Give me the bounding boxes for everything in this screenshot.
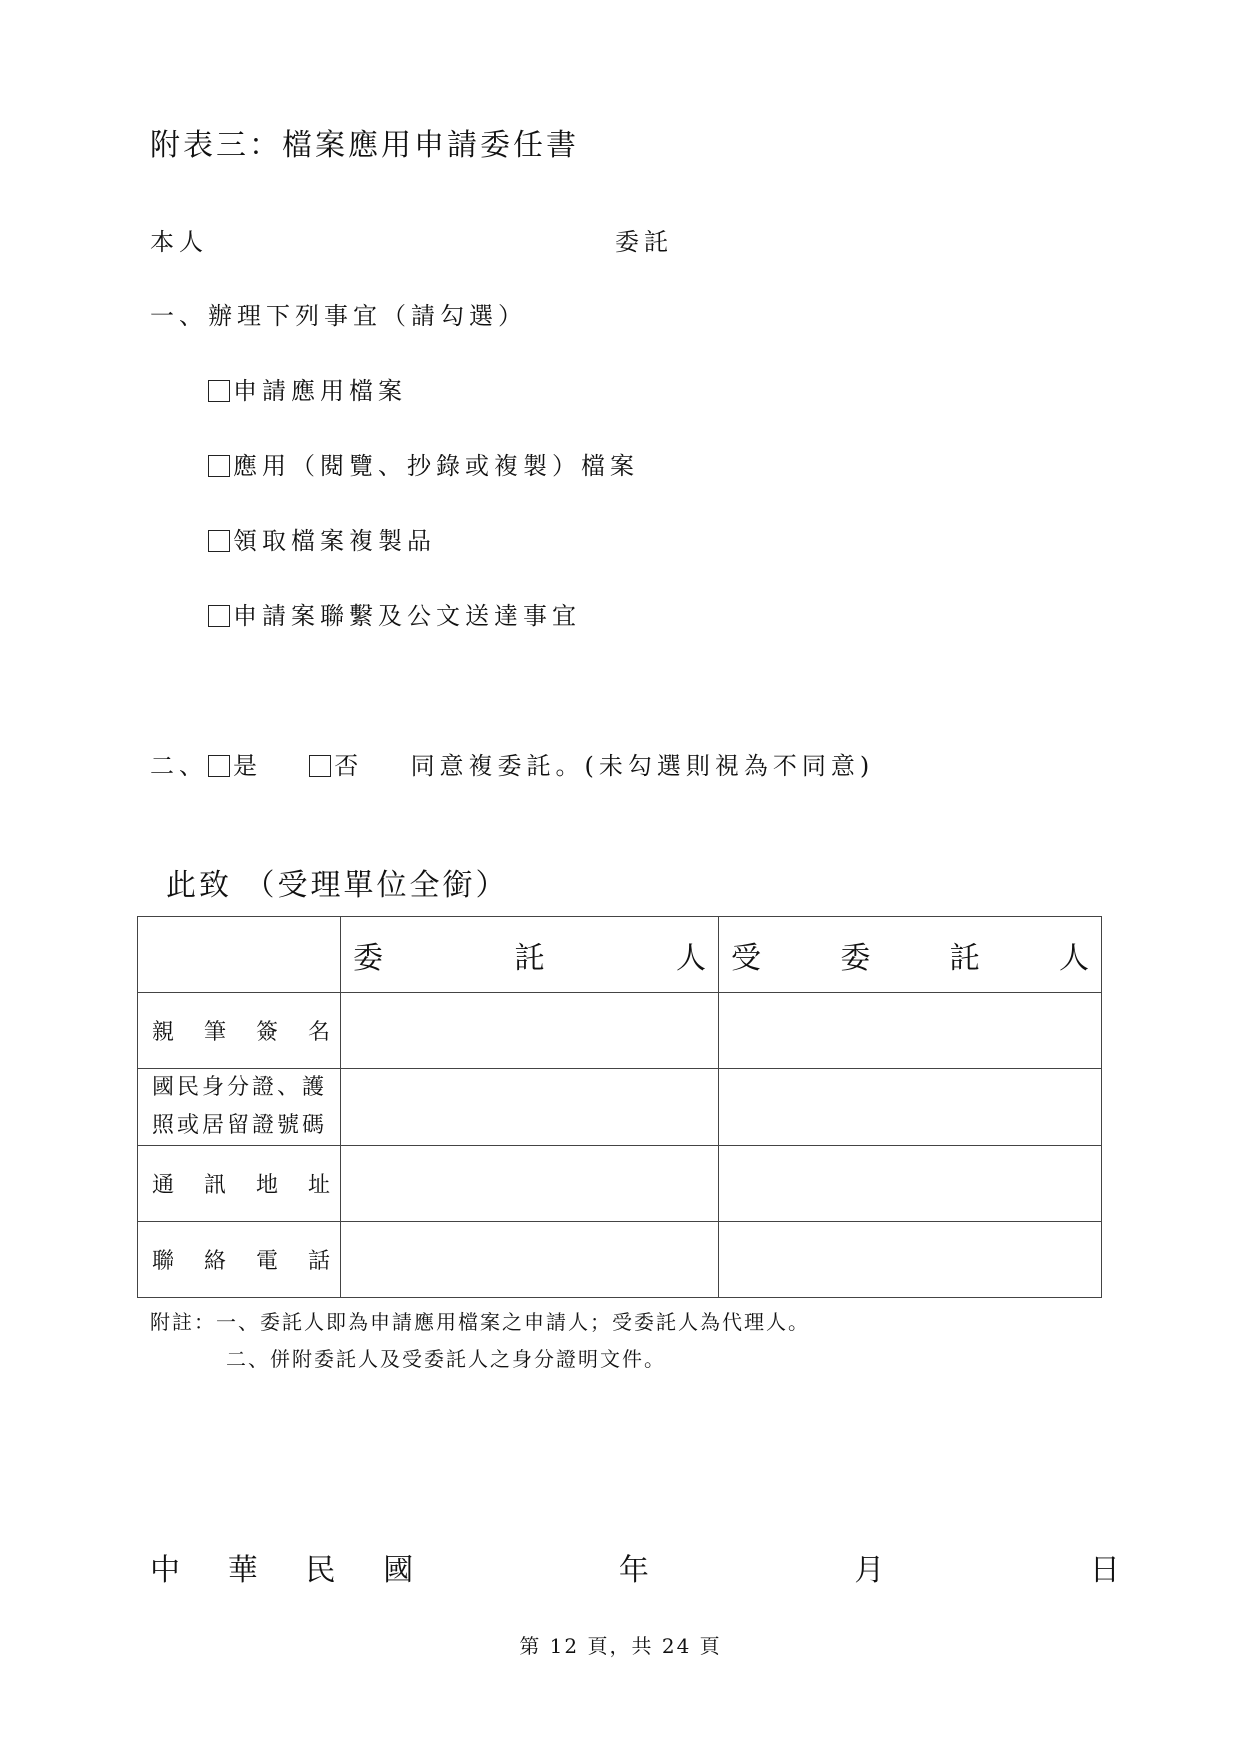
row-label-address [138,1146,341,1222]
label-char: 名 [307,1020,330,1045]
header-char: 託 [514,940,545,976]
section2-row [150,746,874,781]
row-label-phone [138,1222,341,1298]
delegation-table [137,916,1102,1298]
label-char: 簽 [255,1020,278,1045]
table-row-phone [138,1222,1102,1298]
label-char: 址 [307,1173,330,1198]
option-label: 領取檔案複製品 [233,527,436,555]
header-entrustor [341,917,719,993]
label-char: 筆 [203,1020,226,1045]
label-char: 電 [255,1249,278,1274]
table-row-signature [138,993,1102,1069]
delegation-self-label: 本人 [150,228,208,256]
id-label-line1: 國民身分證、護 [152,1075,328,1100]
header-char: 人 [676,940,706,976]
header-char: 委 [840,940,871,976]
option-label: 申請應用檔案 [233,377,407,405]
option-label: 應用（閱覽、抄錄或複製）檔案 [233,452,639,480]
label-char: 絡 [203,1249,226,1274]
header-char: 託 [949,940,980,976]
id-label-line2: 照或居留證號碼 [152,1113,328,1138]
entrustor-signature-field[interactable] [341,993,719,1069]
yes-label: 是 [233,752,262,780]
delegation-entrust-label: 委託 [615,228,673,256]
date-char: 年 [618,1553,649,1588]
entrustor-phone-field[interactable] [341,1222,719,1298]
note-line1: 附註：一、委託人即為申請應用檔案之申請人；受委託人為代理人。 [150,1310,810,1334]
option-receive-copies[interactable] [208,521,436,556]
option-label: 申請案聯繫及公文送達事宜 [233,602,581,630]
row-label-signature [138,993,341,1069]
label-char: 地 [255,1173,278,1198]
checkbox[interactable] [208,605,230,627]
header-char: 受 [731,940,761,976]
entrustor-address-field[interactable] [341,1146,719,1222]
agent-address-field[interactable] [719,1146,1102,1222]
agent-id-field[interactable] [719,1069,1102,1146]
note-line2: 二、併附委託人及受委託人之身分證明文件。 [226,1347,666,1371]
label-char: 親 [152,1020,175,1045]
checkbox[interactable] [208,530,230,552]
checkbox-no[interactable] [309,755,331,777]
option-use-archive[interactable] [208,446,639,481]
agent-phone-field[interactable] [719,1222,1102,1298]
table-row-id [138,1069,1102,1146]
date-char: 月 [854,1553,885,1588]
label-char: 訊 [203,1173,226,1198]
row-label-id [138,1069,341,1146]
option-apply-archive[interactable] [208,371,407,406]
page-footer: 第 12 頁，共 24 頁 [519,1634,722,1658]
date-char: 中 [150,1553,180,1588]
header-agent [719,917,1102,993]
salutation: 此致 （受理單位全銜） [166,868,509,903]
label-char: 聯 [152,1249,175,1274]
corner-cell [138,917,341,993]
agent-signature-field[interactable] [719,993,1102,1069]
section1-heading: 一、辦理下列事宜（請勾選） [150,302,527,330]
date-char: 國 [383,1553,414,1588]
table-header-row [138,917,1102,993]
date-char: 民 [305,1553,336,1588]
option-liaison-delivery[interactable] [208,596,581,631]
checkbox[interactable] [208,380,230,402]
section2-prefix: 二、 [150,752,208,780]
date-char: 日 [1089,1553,1120,1588]
date-line [150,1545,1120,1589]
entrustor-id-field[interactable] [341,1069,719,1146]
checkbox[interactable] [208,455,230,477]
document-title: 附表三：檔案應用申請委任書 [150,128,579,163]
checkbox-yes[interactable] [208,755,230,777]
label-char: 通 [152,1173,175,1198]
table-row-address [138,1146,1102,1222]
header-char: 人 [1058,940,1089,976]
date-char: 華 [227,1553,258,1588]
section2-text: 同意複委託。(未勾選則視為不同意) [410,752,875,780]
label-char: 話 [307,1249,330,1274]
no-label: 否 [334,752,364,780]
header-char: 委 [353,940,383,976]
